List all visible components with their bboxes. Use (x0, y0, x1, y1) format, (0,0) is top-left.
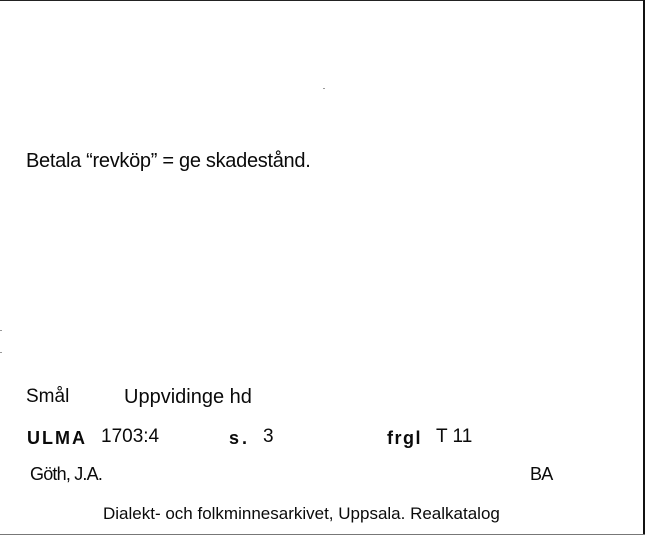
card-top-edge (0, 0, 645, 1)
scan-speck (0, 330, 2, 331)
card-main-text: Betala “revköp” = ge skadestånd. (26, 150, 311, 172)
question-number: T 11 (436, 426, 473, 447)
question-label: frgl (387, 428, 422, 448)
recorder-name: Göth, J.A. (30, 464, 103, 484)
scan-speck (0, 352, 2, 353)
district-label: Uppvidinge hd (124, 386, 252, 408)
region-label: Smål (26, 386, 70, 407)
scan-speck (323, 88, 325, 89)
category-code: BA (530, 464, 553, 484)
archive-footer: Dialekt- och folkminnesarkivet, Uppsala. Realkatalog (103, 504, 500, 523)
page-label: s. (229, 428, 251, 448)
archive-number: 1703:4 (101, 426, 160, 447)
page-number: 3 (263, 426, 274, 447)
archive-label: ULMA (27, 428, 87, 448)
